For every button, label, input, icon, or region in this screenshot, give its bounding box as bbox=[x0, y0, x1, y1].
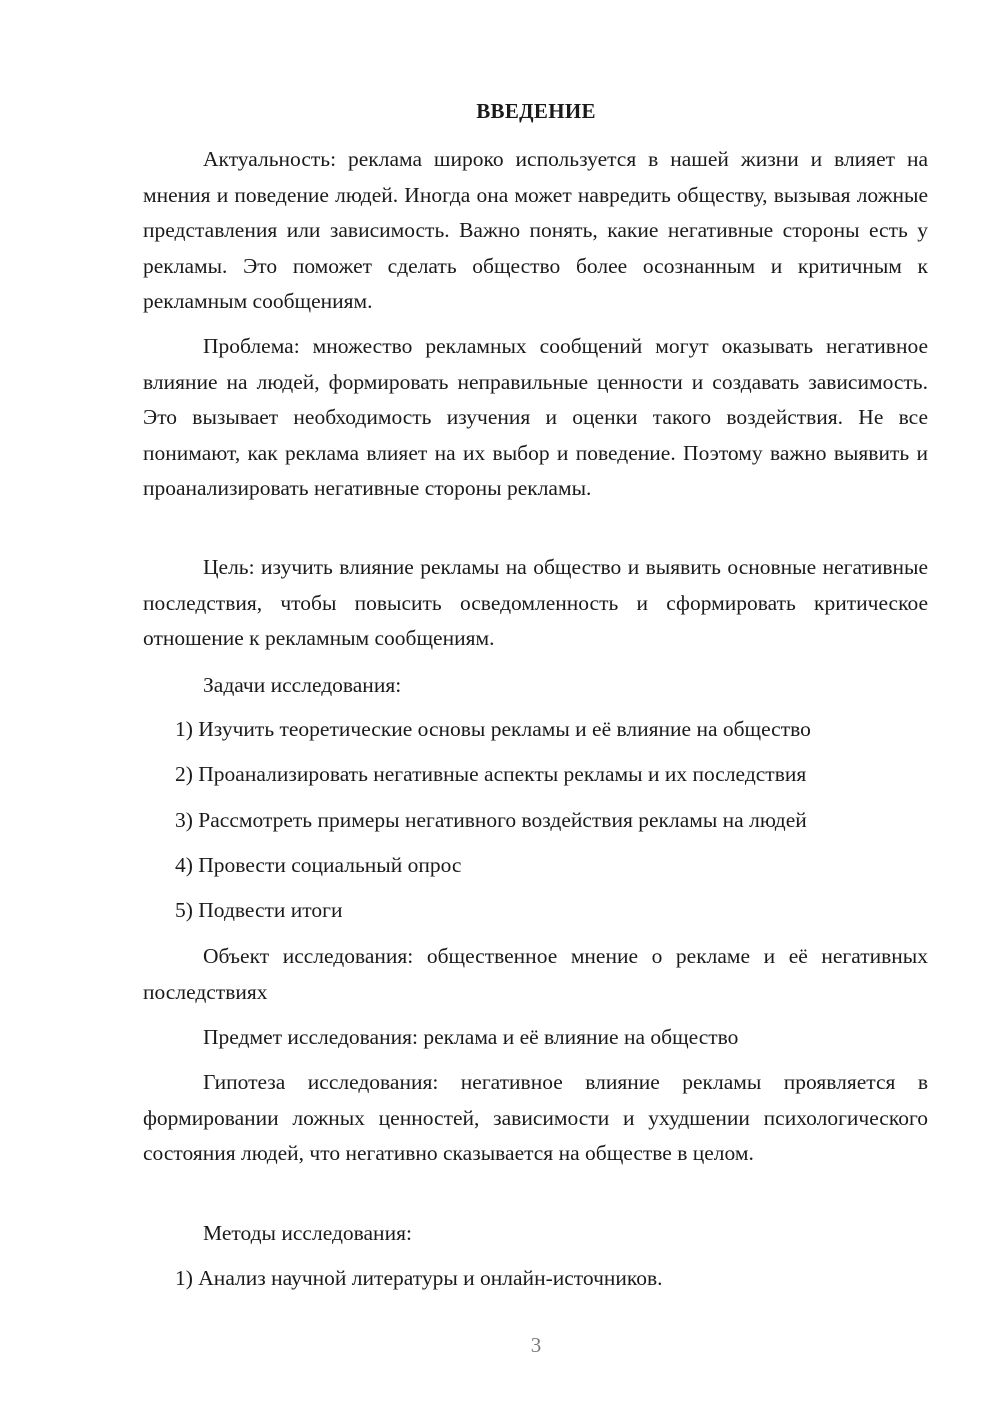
method-item: 1) Анализ научной литературы и онлайн-источников. bbox=[175, 1266, 663, 1290]
goal-paragraph: Цель: изучить влияние рекламы на общество и выявить основные негативные последствия, чтобы повысить осведомленность и сформировать критическое отношение к рекламным сообщениям. bbox=[143, 555, 928, 650]
subject-line: Предмет исследования: реклама и её влияние на общество bbox=[203, 1025, 739, 1049]
task-item: 2) Проанализировать негативные аспекты рекламы и их последствия bbox=[175, 762, 807, 786]
methods-heading: Методы исследования: bbox=[203, 1221, 412, 1245]
tasks-heading: Задачи исследования: bbox=[203, 673, 402, 697]
object-paragraph: Объект исследования: общественное мнение о рекламе и её негативных последствиях bbox=[143, 944, 928, 1004]
relevance-paragraph: Актуальность: реклама широко используется в нашей жизни и влияет на мнения и поведение людей. Иногда она может навредить обществу, вызывая ложные представления или зависимость. Важно понять, какие негативные стороны есть у рекламы. Это поможет сделать общество более осознанным и критичным к рекламным сообщениям. bbox=[143, 147, 928, 313]
hypothesis-paragraph: Гипотеза исследования: негативное влияние рекламы проявляется в формировании ложных ценностей, зависимости и ухудшении психологического состояния людей, что негативно сказывается на обществе в целом. bbox=[143, 1070, 928, 1165]
page-title: ВВЕДЕНИЕ bbox=[476, 99, 596, 123]
page-number: 3 bbox=[530, 1333, 542, 1357]
problem-paragraph: Проблема: множество рекламных сообщений могут оказывать негативное влияние на людей, формировать неправильные ценности и создавать зависимость. Это вызывает необходимость изучения и оценки такого воздействия. Не все понимают, как реклама влияет на их выбор и поведение. Поэтому важно выявить и проанализировать негативные стороны рекламы. bbox=[143, 334, 928, 500]
task-item: 5) Подвести итоги bbox=[175, 898, 343, 922]
task-item: 3) Рассмотреть примеры негативного воздействия рекламы на людей bbox=[175, 808, 807, 832]
task-item: 1) Изучить теоретические основы рекламы и её влияние на общество bbox=[175, 717, 811, 741]
task-item: 4) Провести социальный опрос bbox=[175, 853, 462, 877]
